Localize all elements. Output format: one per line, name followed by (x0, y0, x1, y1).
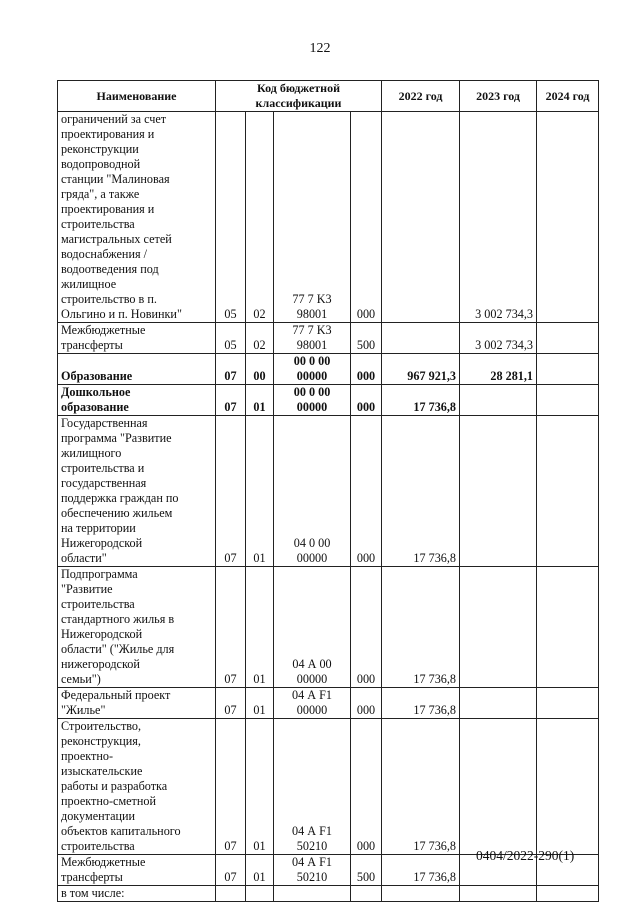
target-article-text: 77 7 K3 98001 (292, 323, 332, 352)
target-article-cell (274, 886, 351, 902)
row-name-cell (58, 567, 216, 688)
section-code-cell (216, 354, 246, 385)
target-article-cell (274, 688, 351, 719)
amount-2022-text: 17 736,8 (413, 703, 457, 717)
expense-type-text: 000 (356, 551, 376, 565)
amount-2024-cell (537, 886, 599, 902)
subsection-code-text: 01 (253, 839, 266, 853)
header-2022: 2022 год (382, 81, 460, 112)
row-name-text: Федеральный проект "Жилье" (61, 688, 171, 717)
expense-type-cell (351, 886, 382, 902)
amount-2022-cell (382, 354, 460, 385)
amount-2024-cell (537, 416, 599, 567)
section-code-cell (216, 323, 246, 354)
table-header-row (58, 81, 599, 112)
table-row (58, 886, 599, 902)
amount-2023-cell (460, 416, 537, 567)
section-code-cell (216, 719, 246, 855)
expense-type-text: 000 (356, 369, 376, 383)
row-name-text: Строительство, реконструкция, проектно- изыскательские работы и разработка проектно-сметной документации объектов капитального строительства (61, 719, 181, 853)
amount-2022-text: 17 736,8 (413, 870, 457, 884)
section-code-cell (216, 567, 246, 688)
target-article-text: 77 7 K3 98001 (292, 292, 332, 321)
header-code: Код бюджетной классификации (216, 81, 382, 112)
amount-2023-cell (460, 112, 537, 323)
expense-type-cell (351, 688, 382, 719)
amount-2022-cell (382, 855, 460, 886)
expense-type-text: 000 (356, 307, 376, 321)
target-article-cell (274, 385, 351, 416)
target-article-text: 04 А 00 00000 (292, 657, 332, 686)
subsection-code-text: 00 (253, 369, 266, 383)
subsection-code-text: 01 (253, 672, 266, 686)
row-name-cell (58, 688, 216, 719)
subsection-code-text: 01 (253, 400, 266, 414)
amount-2023-cell (460, 323, 537, 354)
subsection-code-cell (246, 416, 274, 567)
amount-2023-cell (460, 567, 537, 688)
subsection-code-cell (246, 112, 274, 323)
target-article-cell (274, 354, 351, 385)
target-article-cell (274, 416, 351, 567)
amount-2022-text: 17 736,8 (413, 839, 457, 853)
subsection-code-cell (246, 323, 274, 354)
subsection-code-text: 01 (253, 551, 266, 565)
row-name-cell (58, 323, 216, 354)
row-name-cell (58, 719, 216, 855)
amount-2022-cell (382, 416, 460, 567)
subsection-code-cell (246, 688, 274, 719)
row-name-cell (58, 354, 216, 385)
table-row (58, 112, 599, 323)
subsection-code-cell (246, 354, 274, 385)
table-row (58, 416, 599, 567)
section-code-cell (216, 112, 246, 323)
subsection-code-cell (246, 855, 274, 886)
expense-type-text: 000 (356, 400, 376, 414)
amount-2022-text: 17 736,8 (413, 551, 457, 565)
section-code-text: 05 (224, 307, 237, 321)
target-article-cell (274, 567, 351, 688)
section-code-text: 07 (224, 672, 237, 686)
target-article-text: 04 0 00 00000 (293, 536, 331, 565)
section-code-text: 07 (224, 369, 237, 383)
amount-2022-text: 967 921,3 (407, 369, 457, 383)
section-code-cell (216, 416, 246, 567)
expense-type-text: 000 (356, 672, 376, 686)
amount-2022-cell (382, 385, 460, 416)
header-2024: 2024 год (537, 81, 599, 112)
amount-2023-cell (460, 688, 537, 719)
expense-type-text: 500 (356, 870, 376, 884)
row-name-text: Государственная программа "Развитие жилищного строительства и государственная поддержка граждан по обеспечению жильем на территории Нижегородской области" (61, 416, 179, 565)
target-article-text: 04 А F1 50210 (292, 824, 332, 853)
amount-2022-text: 17 736,8 (413, 400, 457, 414)
header-2023: 2023 год (460, 81, 537, 112)
table-body (58, 112, 599, 902)
header-name: Наименование (58, 81, 216, 112)
subsection-code-cell (246, 567, 274, 688)
amount-2023-cell (460, 354, 537, 385)
target-article-cell (274, 855, 351, 886)
table-row (58, 567, 599, 688)
section-code-text: 07 (224, 551, 237, 565)
table-row (58, 354, 599, 385)
amount-2023-cell (460, 886, 537, 902)
amount-2022-cell (382, 323, 460, 354)
expense-type-cell (351, 855, 382, 886)
target-article-text: 00 0 00 00000 (293, 354, 331, 383)
row-name-cell (58, 385, 216, 416)
row-name-text: ограничений за счет проектирования и реконструкции водопроводной станции "Малиновая гряда", а также проектирования и строительства магистральных сетей водоснабжения / водоотведения под жилищное строительство в п. Ольгино и п. Новинки" (61, 112, 182, 321)
expense-type-cell (351, 567, 382, 688)
expense-type-cell (351, 354, 382, 385)
section-code-text: 07 (224, 839, 237, 853)
amount-2022-cell (382, 112, 460, 323)
target-article-cell (274, 719, 351, 855)
expense-type-text: 000 (356, 703, 376, 717)
amount-2024-cell (537, 112, 599, 323)
amount-2022-cell (382, 719, 460, 855)
section-code-cell (216, 855, 246, 886)
amount-2024-cell (537, 688, 599, 719)
expense-type-cell (351, 323, 382, 354)
row-name-text: Образование (61, 369, 133, 383)
row-name-cell (58, 886, 216, 902)
subsection-code-cell (246, 719, 274, 855)
amount-2023-cell (460, 385, 537, 416)
expense-type-cell (351, 385, 382, 416)
row-name-text: в том числе: (61, 886, 125, 900)
subsection-code-text: 01 (253, 703, 266, 717)
expense-type-cell (351, 416, 382, 567)
table-row (58, 385, 599, 416)
target-article-text: 04 А F1 00000 (292, 688, 332, 717)
subsection-code-text: 01 (253, 870, 266, 884)
expense-type-cell (351, 112, 382, 323)
amount-2023-text: 3 002 734,3 (475, 338, 534, 352)
amount-2023-text: 28 281,1 (490, 369, 534, 383)
amount-2022-cell (382, 567, 460, 688)
target-article-cell (274, 112, 351, 323)
amount-2024-cell (537, 719, 599, 855)
amount-2023-cell (460, 719, 537, 855)
row-name-cell (58, 416, 216, 567)
section-code-cell (216, 886, 246, 902)
section-code-cell (216, 688, 246, 719)
section-code-text: 05 (224, 338, 237, 352)
amount-2022-cell (382, 688, 460, 719)
target-article-cell (274, 323, 351, 354)
row-name-text: Межбюджетные трансферты (61, 323, 146, 352)
amount-2022-text: 17 736,8 (413, 672, 457, 686)
amount-2023-text: 3 002 734,3 (475, 307, 534, 321)
row-name-cell (58, 112, 216, 323)
row-name-text: Дошкольное образование (61, 385, 131, 414)
section-code-cell (216, 385, 246, 416)
section-code-text: 07 (224, 870, 237, 884)
amount-2024-cell (537, 385, 599, 416)
subsection-code-text: 02 (253, 307, 266, 321)
document-code: 0404/2022-290(1) (476, 848, 575, 863)
subsection-code-text: 02 (253, 338, 266, 352)
section-code-text: 07 (224, 400, 237, 414)
row-name-text: Межбюджетные трансферты (61, 855, 146, 884)
subsection-code-cell (246, 886, 274, 902)
budget-table (57, 80, 599, 902)
amount-2024-cell (537, 567, 599, 688)
table-row (58, 323, 599, 354)
target-article-text: 00 0 00 00000 (293, 385, 331, 414)
target-article-text: 04 А F1 50210 (292, 855, 332, 884)
row-name-cell (58, 855, 216, 886)
section-code-text: 07 (224, 703, 237, 717)
row-name-text: Подпрограмма "Развитие строительства стандартного жилья в Нижегородской области" ("Жилье для нижегородской семьи") (61, 567, 175, 686)
page-number: 122 (309, 41, 331, 56)
expense-type-cell (351, 719, 382, 855)
subsection-code-cell (246, 385, 274, 416)
table-row (58, 719, 599, 855)
expense-type-text: 000 (356, 839, 376, 853)
expense-type-text: 500 (356, 338, 376, 352)
amount-2024-cell (537, 323, 599, 354)
amount-2024-cell (537, 354, 599, 385)
amount-2022-cell (382, 886, 460, 902)
table-row (58, 688, 599, 719)
